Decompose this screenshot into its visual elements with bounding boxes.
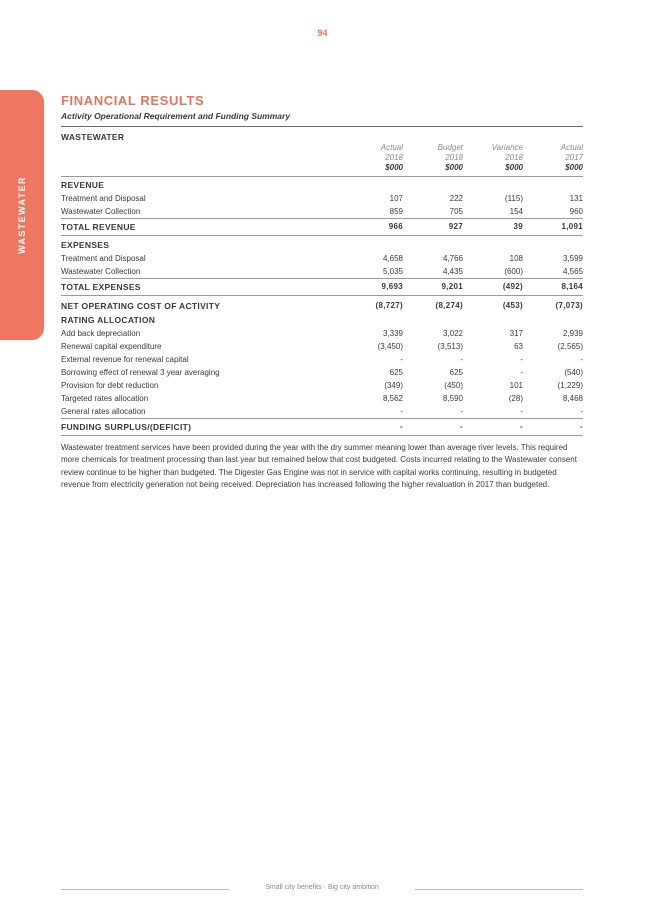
- cell: 859: [389, 207, 403, 216]
- cell: 9,201: [441, 282, 463, 291]
- cell: 8,590: [442, 394, 463, 403]
- row-label: Add back depreciation: [61, 329, 141, 338]
- funding-row: [61, 419, 583, 435]
- cell: 39: [513, 222, 523, 231]
- row-label: EXPENSES: [61, 240, 110, 250]
- table-row: [61, 353, 583, 366]
- cell: (7,073): [555, 301, 583, 310]
- cell: 625: [389, 368, 403, 377]
- row-label: Wastewater Collection: [61, 207, 141, 216]
- row-label: Provision for debt reduction: [61, 381, 159, 390]
- col-unit: $000: [385, 163, 403, 172]
- revenue-heading: [61, 179, 583, 192]
- cell: 4,435: [442, 267, 463, 276]
- cell: (3,513): [437, 342, 463, 351]
- col-unit: $000: [505, 163, 523, 172]
- cell: 8,562: [382, 394, 403, 403]
- commentary-paragraph: Wastewater treatment services have been provided during the year with the dry summer meaning lower than average river levels. This required more chemicals for treatment processing than last year but remained below that cost budgeted. Costs incurred relating to the Wastewater consent review continue to be higher than budgeted. The Digester Gas Engine was not in service with capital works continuing, resulting in budgeted revenue from electricity generation not being received. Depreciation has increased following the higher revaluation in 2017 than budgeted.: [61, 443, 577, 489]
- divider: [61, 176, 583, 177]
- table-row: [61, 405, 583, 418]
- cell: -: [580, 407, 583, 416]
- row-label: REVENUE: [61, 180, 105, 190]
- table-row: [61, 192, 583, 205]
- cell: (453): [502, 301, 523, 310]
- cell: 63: [514, 342, 523, 351]
- expenses-heading: [61, 239, 583, 252]
- cell: 8,468: [562, 394, 583, 403]
- cell: 960: [569, 207, 583, 216]
- cell: 8,164: [561, 282, 583, 291]
- table-row: [61, 265, 583, 278]
- cell: -: [520, 422, 523, 431]
- footer: [61, 884, 583, 896]
- table-row: [61, 366, 583, 379]
- cell: (600): [504, 267, 523, 276]
- divider: [61, 126, 583, 127]
- cell: 3,599: [562, 254, 583, 263]
- row-label: Treatment and Disposal: [61, 194, 146, 203]
- cell: 107: [389, 194, 403, 203]
- col-header: Actual: [380, 143, 403, 152]
- cell: 108: [509, 254, 523, 263]
- cell: 1,091: [561, 222, 583, 231]
- col-header: Actual: [560, 143, 583, 152]
- cell: -: [580, 422, 583, 431]
- cell: 131: [569, 194, 583, 203]
- col-header: Variance: [491, 143, 523, 152]
- cell: (28): [508, 394, 523, 403]
- page-title: FINANCIAL RESULTS: [61, 93, 205, 108]
- cell: (2,565): [557, 342, 583, 351]
- column-header-units: [61, 163, 583, 173]
- col-unit: $000: [565, 163, 583, 172]
- cell: -: [460, 422, 463, 431]
- table-row: [61, 392, 583, 405]
- cell: -: [460, 355, 463, 364]
- cell: 9,693: [381, 282, 403, 291]
- column-header-years: [61, 153, 583, 163]
- table-row: [61, 340, 583, 353]
- col-unit: $000: [445, 163, 463, 172]
- net-operating-row: [61, 298, 583, 314]
- cell: 966: [388, 222, 403, 231]
- cell: (1,229): [557, 381, 583, 390]
- cell: -: [520, 407, 523, 416]
- col-year: 2017: [565, 153, 583, 162]
- col-year: 2018: [385, 153, 403, 162]
- cell: (349): [384, 381, 403, 390]
- cell: (115): [504, 194, 523, 203]
- row-label: Treatment and Disposal: [61, 254, 146, 263]
- row-label: TOTAL REVENUE: [61, 222, 136, 232]
- row-label: FUNDING SURPLUS/(DEFICIT): [61, 422, 192, 432]
- table-row: [61, 379, 583, 392]
- cell: 3,339: [382, 329, 403, 338]
- cell: (8,274): [435, 301, 463, 310]
- cell: -: [520, 355, 523, 364]
- row-label: General rates allocation: [61, 407, 146, 416]
- table-row: [61, 327, 583, 340]
- cell: -: [400, 407, 403, 416]
- cell: -: [400, 422, 403, 431]
- col-year: 2018: [445, 153, 463, 162]
- cell: 2,939: [562, 329, 583, 338]
- col-year: 2018: [505, 153, 523, 162]
- cell: 317: [509, 329, 523, 338]
- cell: (492): [502, 282, 523, 291]
- cell: 625: [449, 368, 463, 377]
- side-tab-label: WASTEWATER: [17, 176, 27, 254]
- row-label: NET OPERATING COST OF ACTIVITY: [61, 301, 221, 311]
- cell: 4,565: [562, 267, 583, 276]
- cell: 154: [509, 207, 523, 216]
- row-label: Borrowing effect of renewal 3 year averaging: [61, 368, 220, 377]
- divider: [61, 435, 583, 436]
- cell: (3,450): [377, 342, 403, 351]
- cell: -: [580, 355, 583, 364]
- cell: 4,766: [442, 254, 463, 263]
- cell: 4,658: [382, 254, 403, 263]
- page-subtitle: Activity Operational Requirement and Funding Summary: [61, 111, 291, 121]
- cell: (8,727): [375, 301, 403, 310]
- cell: 5,035: [382, 267, 403, 276]
- cell: 222: [449, 194, 463, 203]
- rating-heading: [61, 314, 583, 327]
- page-number: 94: [317, 28, 328, 38]
- cell: 705: [449, 207, 463, 216]
- row-label: External revenue for renewal capital: [61, 355, 189, 364]
- column-header-labels: [61, 143, 583, 153]
- row-label: RATING ALLOCATION: [61, 315, 156, 325]
- row-label: Renewal capital expenditure: [61, 342, 162, 351]
- cell: 101: [509, 381, 523, 390]
- cell: (450): [444, 381, 463, 390]
- cell: (540): [564, 368, 583, 377]
- footer-rule-right: [415, 889, 583, 890]
- cell: 3,022: [442, 329, 463, 338]
- total-revenue-row: [61, 219, 583, 235]
- table-row: [61, 252, 583, 265]
- divider: [61, 295, 583, 296]
- footer-tagline: Small city benefits · Big city ambition: [265, 884, 379, 891]
- row-label: Wastewater Collection: [61, 267, 141, 276]
- total-expenses-row: [61, 279, 583, 295]
- cell: -: [520, 368, 523, 377]
- cell: -: [460, 407, 463, 416]
- col-header: Budget: [437, 143, 463, 152]
- table-row: [61, 205, 583, 218]
- cell: 927: [448, 222, 463, 231]
- row-label: Targeted rates allocation: [61, 394, 149, 403]
- cell: -: [400, 355, 403, 364]
- row-label: TOTAL EXPENSES: [61, 282, 141, 292]
- section-heading: WASTEWATER: [61, 132, 125, 142]
- financial-results-section: [61, 93, 583, 499]
- divider: [61, 235, 583, 236]
